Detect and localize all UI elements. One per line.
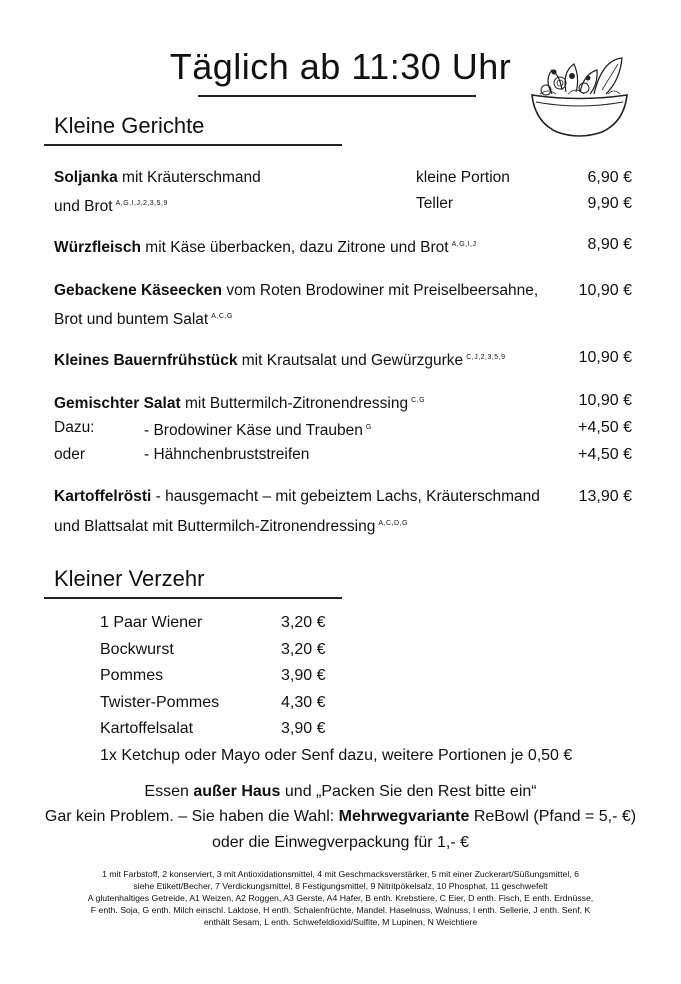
list-item: Pommes 3,90 € <box>100 667 326 684</box>
menu-item-bauernfruehstueck <box>54 345 506 374</box>
price: 10,90 € <box>578 392 632 409</box>
item-name: Würzfleisch <box>54 239 141 257</box>
price: 8,90 € <box>587 236 632 253</box>
allergen-footnotes: 1 mit Farbstoff, 2 konserviert, 3 mit Antioxidationsmittel, 4 mit Geschmacksverstärker, 5 mit einer Zuckerart/Süßungsmittel, 6 siehe Etikett/Becher, 7 Verdickungsmittel, 8 Festigungsmittel, 9 Nitritpökelsalz, 10 Phosphat, 11 geschwefelt A glutenhaltiges Getreide, A1 Weizen, A2 Roggen, A3 Gerste, A4 Hafer, B enth. Krebstiere, C Eier, D enth. Fisch, E enth. Erdnüsse, F enth. Soja, G enth. Milch einschl. Laktose, H enth. Schalenfrüchte, Mandel. Haselnuss, Walnuss, I enth. Sellerie, J enth. Senf, K enthält Sesam, L enth. Schwefeldioxid/Sulfite, M Lupinen, N Weichtiere <box>87 869 594 927</box>
menu-item-soljanka-line2 <box>54 191 168 220</box>
list-item: Twister-Pommes 4,30 € <box>100 693 326 711</box>
menu-item-salat <box>54 388 425 417</box>
price: 10,90 € <box>578 349 632 366</box>
takeaway-line-3: oder die Einwegverpackung für 1,- € <box>211 834 470 851</box>
allergen-codes: G <box>365 424 372 431</box>
item-name: Gebackene Käseecken <box>54 282 223 299</box>
price: 10,90 € <box>578 282 632 299</box>
item-desc: vom Roten Brodowiner mit Preiselbeersahne, <box>222 282 539 299</box>
item-desc: - hausgemacht – mit gebeiztem Lachs, Kräuterschmand <box>151 488 540 505</box>
item-desc: mit Kräuterschmand <box>117 169 261 186</box>
menu-item-soljanka <box>54 165 261 191</box>
section-heading-kleine-gerichte: Kleine Gerichte <box>54 113 205 138</box>
item-desc: und Blattsalat mit Buttermilch-Zitronendressing <box>54 518 376 536</box>
extra-option-kaese <box>144 415 372 444</box>
portion-label: Teller <box>416 195 454 212</box>
item-name: Gemischter Salat <box>54 395 181 413</box>
price: 13,90 € <box>578 488 632 505</box>
item-desc: mit Krautsalat und Gewürzgurke <box>237 352 464 370</box>
section-underline <box>44 144 342 146</box>
list-item: Kartoffelsalat 3,90 € <box>100 720 326 737</box>
price: 6,90 € <box>587 169 632 186</box>
section-heading-kleiner-verzehr: Kleiner Verzehr <box>54 566 205 591</box>
menu-item-wuerzfleisch <box>54 232 476 261</box>
allergen-codes: A,G,I,J <box>451 241 477 248</box>
item-desc: und Brot <box>54 198 113 216</box>
item-desc: mit Käse überbacken, dazu Zitrone und Brot <box>140 239 449 257</box>
allergen-codes: A,G,I,J,2,3,5,9 <box>115 200 168 207</box>
extra-option-haehnchen: - Hähnchenbruststreifen <box>144 446 310 463</box>
item-name: Kartoffelrösti <box>54 488 152 505</box>
price: 9,90 € <box>587 195 632 212</box>
allergen-codes: A,C,D,G <box>378 520 408 527</box>
extra-label: oder <box>54 446 86 463</box>
takeaway-line-1: Essen außer Haus und „Packen Sie den Rest bitte ein“ <box>144 783 537 800</box>
extra-label: Dazu: <box>54 419 95 436</box>
list-item: Bockwurst 3,20 € <box>100 640 326 658</box>
section-underline <box>44 597 342 599</box>
extra-desc: - Brodowiner Käse und Trauben <box>144 422 363 440</box>
price: +4,50 € <box>578 446 632 463</box>
item-desc: Brot und buntem Salat <box>54 311 209 329</box>
menu-item-roesti <box>54 484 540 510</box>
snack-list <box>100 610 572 769</box>
title-underline <box>198 95 476 97</box>
menu-item-kaeseecken-line2 <box>54 304 233 333</box>
price: +4,50 € <box>578 419 632 436</box>
sauce-note: 1x Ketchup oder Mayo oder Senf dazu, weitere Portionen je 0,50 € <box>100 746 573 764</box>
allergen-codes: C,J,2,3,5,9 <box>466 354 506 361</box>
takeaway-line-2: Gar kein Problem. – Sie haben die Wahl: Mehrwegvariante ReBowl (Pfand = 5,- €) <box>44 808 637 825</box>
item-desc: mit Buttermilch-Zitronendressing <box>180 395 409 413</box>
item-name: Soljanka <box>54 169 118 186</box>
menu-item-kaeseecken <box>54 278 538 304</box>
salad-bowl-icon <box>522 50 637 140</box>
allergen-codes: A,C,G <box>211 313 233 320</box>
page-title: Täglich ab 11:30 Uhr <box>169 46 512 87</box>
allergen-codes: C,G <box>411 397 426 404</box>
item-name: Kleines Bauernfrühstück <box>54 352 238 370</box>
menu-item-roesti-line2 <box>54 511 408 540</box>
portion-label: kleine Portion <box>416 169 510 186</box>
list-item: 1 Paar Wiener 3,20 € <box>100 614 326 631</box>
